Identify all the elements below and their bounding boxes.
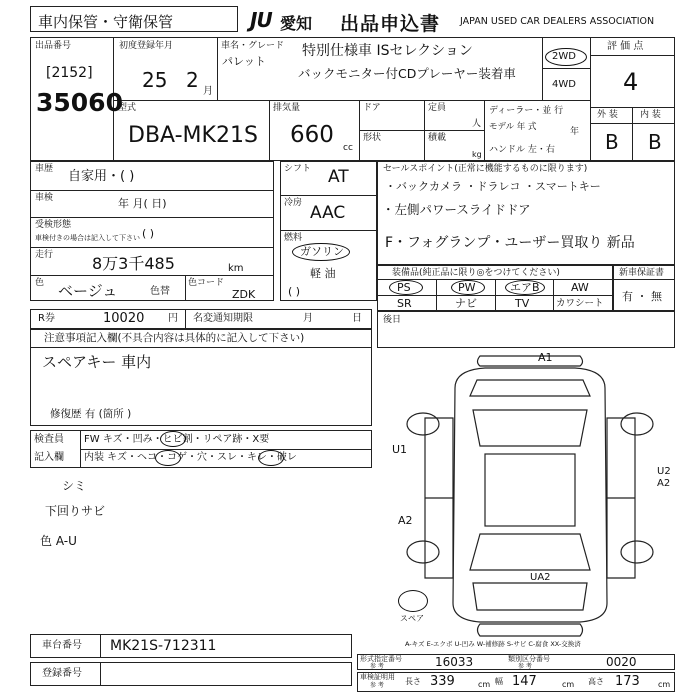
color-change-label: 色替 xyxy=(150,286,170,297)
fuel-other: ( ) xyxy=(288,285,301,298)
mark-a1: A1 xyxy=(538,351,553,364)
length-unit: cm xyxy=(478,680,491,689)
shift-label: シフト xyxy=(284,164,312,174)
history-label: 車歴 xyxy=(35,164,54,174)
inspector-note-3: 色 A-U xyxy=(40,534,77,548)
inspection-label: 車検 xyxy=(35,193,54,203)
displacement-unit: cc xyxy=(343,143,353,153)
registration-year: 25 xyxy=(142,68,168,92)
displacement-label: 排気量 xyxy=(273,103,301,113)
height-label: 高さ xyxy=(588,677,604,686)
inspector-label-2: 記入欄 xyxy=(34,452,64,463)
lot-label: 出品番号 xyxy=(35,41,72,51)
interior-dent-circle xyxy=(155,450,181,466)
shape-label: 形状 xyxy=(363,133,382,143)
equip-sr: SR xyxy=(397,297,412,310)
damage-legend: A-キズ E-エクボ U-凹み W-補修跡 S-サビ C-腐食 XX-交換済 xyxy=(405,640,581,648)
mark-ua2: UA2 xyxy=(530,572,551,583)
acceptance-label: 受検形態 xyxy=(35,220,72,230)
dent-circle xyxy=(160,431,186,447)
plate-label: 登録番号 xyxy=(42,668,82,679)
cooling-value: AAC xyxy=(310,203,346,223)
equip-navi: ナビ xyxy=(455,297,477,310)
inspection-value: 年 月( 日) xyxy=(118,197,167,210)
dimensions-label: 車検証明用 xyxy=(360,673,395,681)
category-value: 0020 xyxy=(606,655,637,669)
equipment-label: 装備品(純正品に限り◎をつけてください) xyxy=(392,268,560,278)
equip-pw: PW xyxy=(458,281,476,294)
fuel-label: 燃料 xyxy=(284,233,303,243)
recycle-label: R券 xyxy=(38,313,55,324)
registration-month: 2 xyxy=(186,68,199,92)
registration-month-unit: 月 xyxy=(203,86,213,97)
model-year-label: モデル 年 式 xyxy=(489,122,537,132)
car-model: パレット xyxy=(222,55,266,68)
color-code-label: 色コード xyxy=(188,278,225,288)
retrofit-box xyxy=(377,311,675,348)
name-change-label: 名変通知期限 xyxy=(193,313,253,324)
mileage-label: 走行 xyxy=(35,250,54,260)
load-unit: kg xyxy=(472,150,482,159)
selling-point-line3: F・フォグランプ・ユーザー買取り 新品 xyxy=(385,235,635,251)
repair-history: 修復歴 有 (箇所 ) xyxy=(50,408,132,420)
warranty-value: 有 ・ 無 xyxy=(622,290,662,303)
mark-a2-left: A2 xyxy=(398,514,413,527)
equip-airbag: エアB xyxy=(510,281,540,294)
car-damage-diagram xyxy=(385,348,675,638)
notes-label: 注意事項記入欄(不具合内容は具体的に記入して下さい) xyxy=(44,332,305,344)
mark-u2: U2 xyxy=(657,466,671,477)
cooling-label: 冷房 xyxy=(284,198,303,208)
capacity-unit: 人 xyxy=(472,119,482,129)
inspector-label: 検査員 xyxy=(34,434,64,445)
name-change-day: 日 xyxy=(352,313,362,324)
drive-4wd: 4WD xyxy=(552,79,576,90)
door-label: ドア xyxy=(363,103,381,113)
inspector-note-1: シミ xyxy=(62,479,87,493)
model-code-label: 型式 xyxy=(118,103,137,113)
approval-label: 形式指定番号 xyxy=(360,655,402,663)
length-label: 長さ xyxy=(405,677,421,686)
dealer-label: ディーラー・並 行 xyxy=(489,106,564,116)
inspector-row-exterior: FW キズ・凹み・ヒビ割・リペア跡・X要 xyxy=(84,434,270,445)
category-label: 類別区分番号 xyxy=(508,655,550,663)
color-value: ベージュ xyxy=(58,282,118,300)
spare-label: スペア xyxy=(400,614,424,623)
storage-label: 車内保管・守衛保管 xyxy=(38,13,174,31)
chassis-label: 車台番号 xyxy=(42,640,82,651)
selling-point-line1: ・バックカメラ ・ドラレコ ・スマートキー xyxy=(385,180,601,193)
equip-ps: PS xyxy=(397,281,411,294)
width-label: 幅 xyxy=(495,677,503,686)
equip-tv: TV xyxy=(515,297,530,310)
inspector-note-2: 下回りサビ xyxy=(45,504,106,518)
selling-points-label: セールスポイント(正常に機能するものに限ります) xyxy=(383,164,588,174)
model-code-value: DBA-MK21S xyxy=(128,123,258,148)
dimensions-sub: 参 考 xyxy=(370,682,384,689)
ju-logo: JU xyxy=(250,8,272,32)
english-title: JAPAN USED CAR DEALERS ASSOCIATION xyxy=(460,16,655,27)
fuel-gasoline: ガソリン xyxy=(300,245,344,258)
rating-label: 評 価 点 xyxy=(607,41,644,52)
height-unit: cm xyxy=(658,680,671,689)
exterior-label: 外 装 xyxy=(597,110,618,120)
shift-value: AT xyxy=(328,167,349,187)
acceptance-note: 車検付きの場合は記入して下さい xyxy=(35,234,140,242)
acceptance-value: ( ) xyxy=(142,227,155,240)
interior-grade: B xyxy=(648,130,662,154)
mark-a2-right: A2 xyxy=(657,478,671,489)
car-name-label: 車名・グレード xyxy=(221,41,285,51)
height-value: 173 xyxy=(615,674,640,689)
spare-tire-icon xyxy=(398,590,428,612)
mileage-value: 8万3千485 xyxy=(92,254,175,273)
model-year-unit: 年 xyxy=(570,127,580,137)
lot-number: 35060 xyxy=(36,88,123,117)
handle-label: ハンドル 左・右 xyxy=(489,145,555,155)
car-grade-line1: 特別仕様車 ISセレクション xyxy=(302,43,473,59)
inspector-row-interior: 内装 キズ・ヘコ・コゲ・穴・スレ・キレ・破レ xyxy=(84,452,297,463)
load-label: 積載 xyxy=(428,133,447,143)
category-sub: 参 考 xyxy=(518,663,532,670)
interior-label: 内 装 xyxy=(640,110,661,120)
org-name: 愛知 xyxy=(280,14,313,33)
color-label: 色 xyxy=(35,278,45,288)
length-value: 339 xyxy=(430,674,455,689)
warranty-label: 新車保証書 xyxy=(619,268,665,278)
registration-label: 初度登録年月 xyxy=(119,41,174,51)
equip-aw: AW xyxy=(571,281,589,294)
retrofit-label: 後日 xyxy=(383,315,402,325)
approval-sub: 参 考 xyxy=(370,663,384,670)
mileage-unit: km xyxy=(228,263,244,274)
equip-seat: カワシート xyxy=(556,298,604,309)
interior-scuff-circle xyxy=(258,450,284,466)
displacement-value: 660 xyxy=(290,122,334,148)
selling-point-line2: ・左側パワースライドドア xyxy=(382,202,531,217)
width-value: 147 xyxy=(512,674,537,689)
history-value: 自家用・( ) xyxy=(68,169,135,184)
car-grade-line2: バックモニター付CDプレーヤー装着車 xyxy=(298,66,516,81)
drive-2wd: 2WD xyxy=(552,51,576,62)
rating-score: 4 xyxy=(623,68,639,96)
mark-u1: U1 xyxy=(392,443,408,456)
recycle-value: 10020 xyxy=(103,311,145,326)
exterior-grade: B xyxy=(605,130,619,154)
width-unit: cm xyxy=(562,680,575,689)
name-change-month: 月 xyxy=(303,313,313,324)
form-title: 出品申込書 xyxy=(340,13,441,35)
fuel-diesel: 軽 油 xyxy=(310,267,336,280)
capacity-label: 定員 xyxy=(428,103,447,113)
recycle-unit: 円 xyxy=(168,313,178,324)
chassis-value: MK21S-712311 xyxy=(110,638,217,654)
notes-text: スペアキー 車内 xyxy=(42,353,152,371)
lot-bracket-number: [2152] xyxy=(46,65,93,81)
color-code-value: ZDK xyxy=(232,288,256,301)
approval-value: 16033 xyxy=(435,655,474,669)
